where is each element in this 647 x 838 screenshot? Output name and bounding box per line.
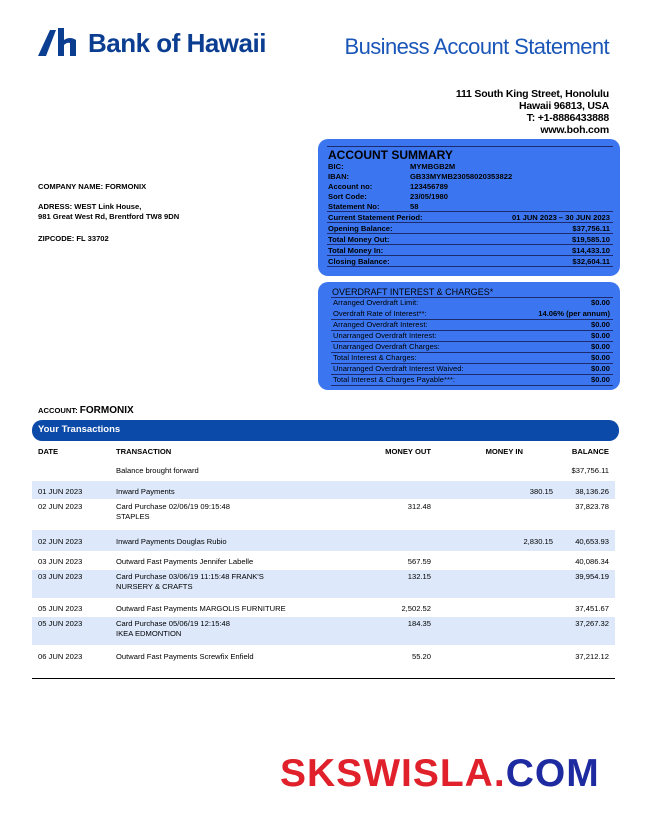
balance: 39,954.19 (575, 572, 609, 581)
bank-phone: T: +1-8886433888 (526, 112, 609, 124)
bank-address-line: 111 South King Street, Honolulu (455, 88, 609, 100)
overdraft-value: 14.06% (per annum) (538, 309, 610, 318)
statement-period: 01 JUN 2023 – 30 JUN 2023 (512, 213, 610, 222)
transaction-date: 03 JUN 2023 (38, 572, 83, 581)
overdraft-label: Arranged Overdraft Interest: (333, 320, 428, 329)
divider (327, 244, 613, 245)
money-out: 132.15 (407, 572, 431, 581)
watermark-part2: COM (505, 752, 600, 795)
company-address: ADRESS: WEST Link House, (38, 202, 142, 211)
overdraft-title: OVERDRAFT INTEREST & CHARGES* (332, 287, 494, 297)
balance: 37,212.12 (575, 652, 609, 661)
balance: 37,823.78 (575, 502, 609, 511)
closing-balance: $32,604.11 (572, 257, 610, 266)
transaction-date: 06 JUN 2023 (38, 652, 83, 661)
transaction-description: Inward Payments Douglas Rubio (116, 537, 227, 546)
company-name: COMPANY NAME: FORMONIX (38, 182, 147, 191)
summary-value: 123456789 (410, 182, 449, 191)
divider (327, 233, 613, 234)
column-header-money-in: MONEY IN (485, 447, 523, 456)
summary-value: MYMBGB2M (410, 162, 456, 171)
summary-label: Opening Balance: (328, 224, 393, 233)
table-bottom-rule (32, 678, 615, 679)
column-header-money-out: MONEY OUT (385, 447, 431, 456)
transaction-description: Inward Payments (116, 487, 175, 496)
money-out: 55.20 (411, 652, 431, 661)
overdraft-value: $0.00 (590, 375, 610, 384)
column-header-balance: BALANCE (571, 447, 609, 456)
transaction-description: Outward Fast Payments Screwfix Enfield (116, 652, 254, 661)
summary-value: 23/05/1980 (410, 192, 449, 201)
total-money-out: $19,585.10 (571, 235, 610, 244)
divider (331, 385, 613, 386)
transaction-description: Card Purchase 02/06/19 09:15:48 (116, 502, 230, 511)
transaction-description-line2: IKEA EDMONTION (116, 629, 182, 638)
balance: 40,086.34 (575, 557, 609, 566)
money-out: 567.59 (407, 557, 431, 566)
bank-name: Bank of Hawaii (88, 28, 266, 58)
divider (327, 222, 613, 223)
watermark (280, 752, 600, 796)
summary-value: GB33MYMB23058020353822 (410, 172, 513, 181)
account-summary-title: ACCOUNT SUMMARY (328, 148, 453, 162)
overdraft-label: Unarranged Overdraft Charges: (333, 342, 440, 351)
transaction-date: 05 JUN 2023 (38, 619, 83, 628)
watermark-part1: SKSWISLA (280, 752, 494, 795)
balance: 40,653.93 (575, 537, 609, 546)
overdraft-label: Unarranged Overdraft Interest Waived: (333, 364, 464, 373)
transaction-description: Card Purchase 05/06/19 12:15:48 (116, 619, 230, 628)
transaction-date: 02 JUN 2023 (38, 502, 83, 511)
overdraft-label: Arranged Overdraft Limit: (333, 298, 419, 307)
summary-label: Closing Balance: (328, 257, 390, 266)
summary-label: Account no: (328, 182, 373, 191)
summary-label: BIC: (328, 162, 344, 171)
summary-label: Sort Code: (328, 192, 367, 201)
account-label-text: ACCOUNT: (38, 406, 78, 415)
transaction-date: 01 JUN 2023 (38, 487, 83, 496)
company-zipcode: ZIPCODE: FL 33702 (38, 234, 109, 243)
money-out: 184.35 (407, 619, 431, 628)
overdraft-value: $0.00 (590, 353, 610, 362)
overdraft-value: $0.00 (590, 364, 610, 373)
brought-forward-label: Balance brought forward (116, 466, 199, 475)
transaction-description: Outward Fast Payments MARGOLIS FURNITURE (116, 604, 286, 613)
opening-balance: $37,756.11 (572, 224, 610, 233)
summary-value: 58 (410, 202, 419, 211)
balance: 37,451.67 (575, 604, 609, 613)
column-header-date: DATE (38, 447, 59, 456)
summary-label: Total Money Out: (328, 235, 390, 244)
divider (327, 146, 613, 147)
transaction-description-line2: NURSERY & CRAFTS (116, 582, 193, 591)
total-money-in: $14,433.10 (571, 246, 610, 255)
overdraft-label: Total Interest & Charges: (333, 353, 417, 362)
money-in: 2,830.15 (523, 537, 553, 546)
document-title: Business Account Statement (344, 34, 609, 59)
summary-label: Statement No: (328, 202, 380, 211)
overdraft-value: $0.00 (590, 331, 610, 340)
column-header-transaction: TRANSACTION (116, 447, 172, 456)
watermark-dot: . (493, 752, 506, 795)
transaction-description: Card Purchase 03/06/19 11:15:48 FRANK'S (116, 572, 264, 581)
overdraft-value: $0.00 (590, 320, 610, 329)
overdraft-label: Unarranged Overdraft Interest: (333, 331, 437, 340)
account-label (38, 405, 134, 416)
money-in: 380.15 (529, 487, 553, 496)
bank-logo-icon (36, 26, 84, 58)
overdraft-label: Total Interest & Charges Payable***: (333, 375, 455, 384)
bank-website: www.boh.com (540, 124, 609, 136)
divider (327, 211, 613, 212)
summary-label: Total Money In: (328, 246, 384, 255)
overdraft-value: $0.00 (590, 342, 610, 351)
money-out: 2,502.52 (401, 604, 431, 613)
overdraft-label: Overdraft Rate of Interest**: (333, 309, 427, 318)
summary-label: IBAN: (328, 172, 350, 181)
brought-forward-balance: $37,756.11 (571, 466, 609, 475)
divider (327, 255, 613, 256)
balance: 38,136.26 (575, 487, 609, 496)
account-name: FORMONIX (79, 405, 134, 416)
overdraft-value: $0.00 (590, 298, 610, 307)
transaction-description: Outward Fast Payments Jennifer Labelle (116, 557, 254, 566)
transactions-title: Your Transactions (38, 424, 121, 435)
company-address: 981 Great West Rd, Brentford TW8 9DN (38, 212, 180, 221)
money-out: 312.48 (407, 502, 431, 511)
summary-label: Current Statement Period: (328, 213, 423, 222)
bank-address-line: Hawaii 96813, USA (519, 100, 609, 112)
transaction-description-line2: STAPLES (116, 512, 150, 521)
divider (327, 266, 613, 267)
transaction-date: 05 JUN 2023 (38, 604, 83, 613)
transaction-date: 02 JUN 2023 (38, 537, 83, 546)
balance: 37,267.32 (575, 619, 609, 628)
transaction-date: 03 JUN 2023 (38, 557, 83, 566)
